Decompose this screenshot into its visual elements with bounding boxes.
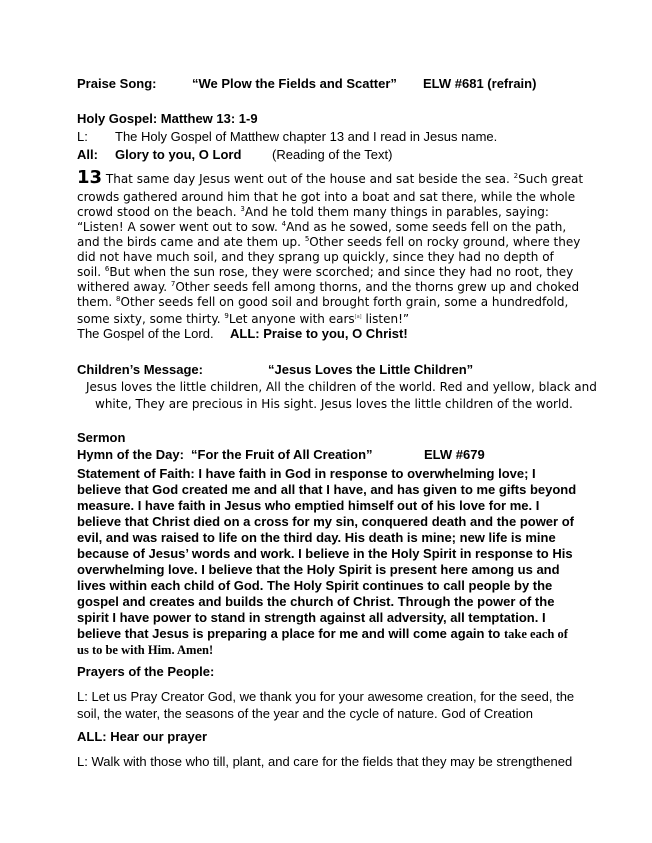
verse-number: 9 (224, 312, 229, 320)
prayer-leader-line-1: L: Let us Pray Creator God, we thank you for your awesome creation, for the seed, the (77, 689, 575, 704)
faith-line-9: gospel and creates and builds the church of Christ. Through the power of the (77, 594, 555, 609)
scripture-line-10: some sixty, some thirty. $^9$Let anyone with ears[a] listen!” (77, 312, 410, 326)
childrens-lyrics-line-2: white, They are precious in His sight. Jesus loves the little children of the world. (95, 397, 573, 411)
faith-line-10: spirit I have power to stand in strength against all adversity, all temptation. I (77, 610, 546, 625)
scripture-line-9: them. $^8$Other seeds fell on good soil and brought forth grain, some a hundredfold, (77, 295, 569, 309)
verse-number: 4 (281, 220, 287, 228)
hymn-ref: ELW #679 (424, 447, 485, 462)
prayer-leader-line-3: L: Walk with those who till, plant, and care for the fields that they may be strengthened (77, 754, 573, 769)
all-response: Glory to you, O Lord (115, 147, 242, 162)
leader-text: The Holy Gospel of Matthew chapter 13 and I read in Jesus name. (115, 129, 498, 144)
scripture-line-7: soil. $^6$But when the sun rose, they were scorched; and since they had no root, they (77, 265, 574, 279)
hymn-title: “For the Fruit of All Creation” (191, 447, 373, 462)
faith-line-4: believe that Christ died on a cross for my sin, conquered death and the power of (77, 514, 574, 529)
footnote-ref-link[interactable]: [a] (354, 314, 362, 320)
gospel-closing: The Gospel of the Lord. (77, 326, 214, 341)
scripture-line-6: did not have much soil, and they sprang up quickly, since they had no depth of (77, 250, 554, 264)
scripture-line-4: “Listen! A sower went out to sow. $^4$And as he sowed, some seeds fell on the path, (77, 220, 567, 234)
prayers-heading: Prayers of the People: (77, 664, 215, 679)
scripture-line-5: and the birds came and ate them up. $^5$Other seeds fell on rocky ground, where they (77, 235, 581, 249)
reading-note: (Reading of the Text) (272, 147, 393, 162)
faith-line-5: evil, and was raised to life on the third day. His death is mine; new life is mine (77, 530, 556, 545)
verse-number: 2 (513, 172, 519, 180)
chapter-number: 13 (77, 167, 103, 188)
faith-line-12: us to be with Him. Amen! (77, 643, 214, 657)
scripture-line-1: 13 That same day Jesus went out of the house and sat beside the sea. $^2$Such great (77, 167, 584, 188)
leader-label: L: (77, 129, 88, 144)
faith-line-11: believe that Jesus is preparing a place for me and will come again to take each of (77, 626, 568, 641)
faith-line-7: overwhelming love. I believe that the Holy Spirit is present here among us and (77, 562, 560, 577)
prayer-response: ALL: Hear our prayer (77, 729, 208, 744)
scripture-line-8: withered away. $^7$Other seeds fell among thorns, and the thorns grew up and choked (77, 280, 580, 294)
faith-line-1: Statement of Faith: I have faith in God in response to overwhelming love; I (77, 466, 536, 481)
faith-line-8: lives within each child of God. The Holy Spirit continues to call people by the (77, 578, 553, 593)
faith-line-6: because of Jesus’ words and work. I believe in the Holy Spirit in response to His (77, 546, 573, 561)
scripture-line-3: crowd stood on the beach. $^3$And he told them many things in parables, saying: (77, 205, 549, 219)
verse-number: 8 (116, 295, 121, 303)
verse-number: 7 (170, 280, 176, 288)
praise-song-ref: ELW #681 (refrain) (423, 76, 537, 91)
all-label: All: (77, 147, 98, 162)
faith-line-3: measure. I have faith in Jesus who emptied himself out of his love for me. I (77, 498, 540, 513)
scripture-line-2: crowds gathered around him that he got into a boat and sat there, while the whole (77, 190, 576, 204)
hymn-label: Hymn of the Day: (77, 447, 184, 462)
verse-number: 3 (240, 205, 245, 213)
gospel-heading: Holy Gospel: Matthew 13: 1-9 (77, 111, 258, 126)
childrens-lyrics-line-1: Jesus loves the little children, All the children of the world. Red and yellow, black and (86, 380, 597, 394)
sermon-label: Sermon (77, 430, 126, 445)
praise-song-title: “We Plow the Fields and Scatter” (192, 76, 397, 91)
childrens-message-label: Children’s Message: (77, 362, 203, 377)
verse-number: 5 (304, 235, 310, 243)
gospel-closing-response: ALL: Praise to you, O Christ! (230, 326, 408, 341)
verse-number: 6 (104, 265, 110, 273)
praise-song-label: Praise Song: (77, 76, 157, 91)
prayer-leader-line-2: soil, the water, the seasons of the year and the cycle of nature. God of Creation (77, 706, 533, 721)
childrens-message-title: “Jesus Loves the Little Children” (268, 362, 474, 377)
faith-line-2: believe that God created me and all that I have, and has given to me gifts beyond (77, 482, 577, 497)
